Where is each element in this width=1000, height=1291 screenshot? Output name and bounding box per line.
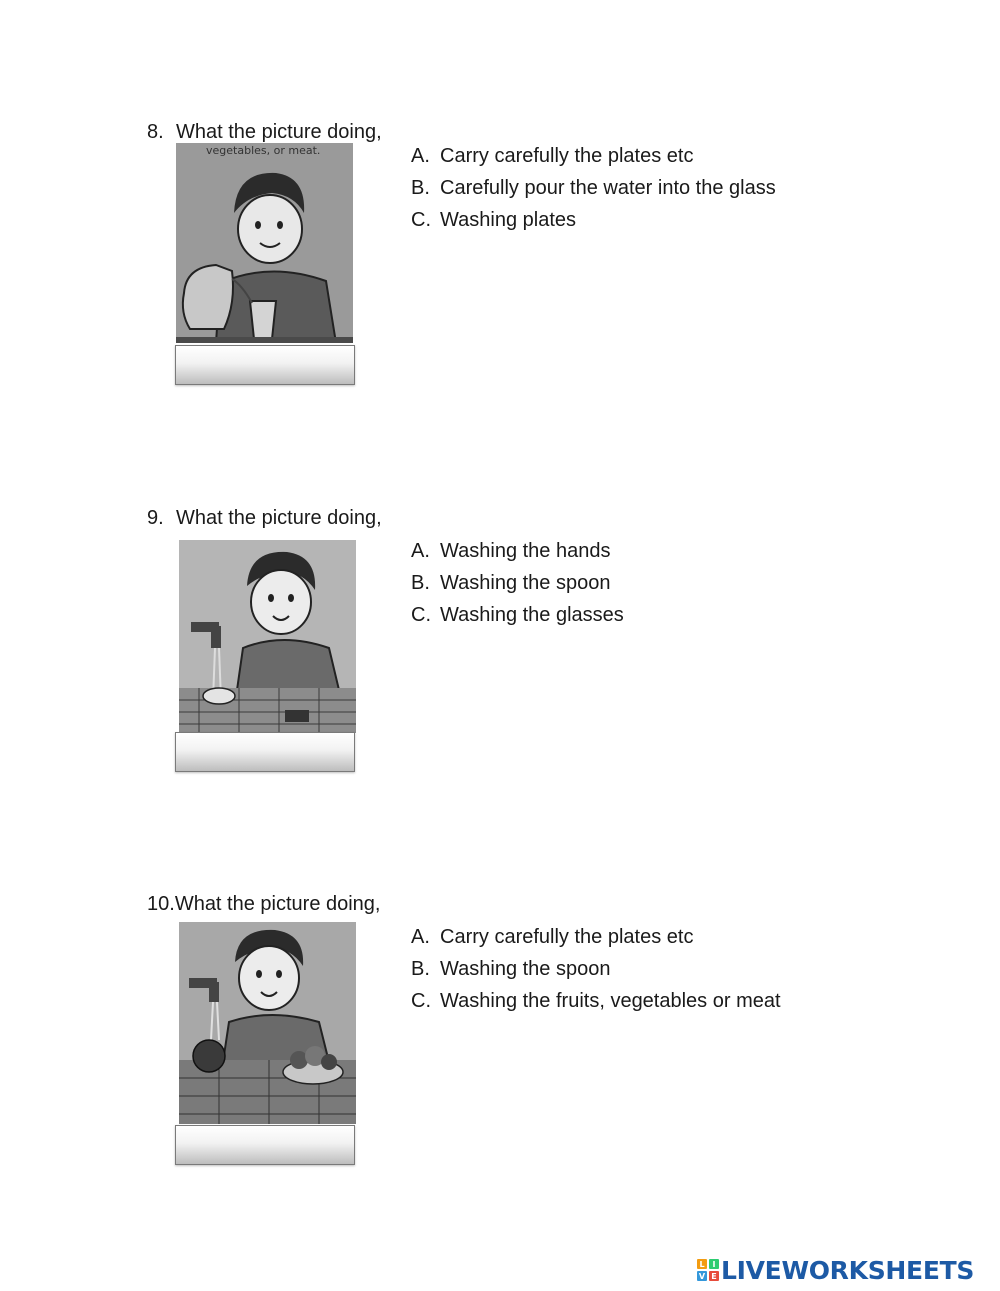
option-b: B. Washing the spoon [411, 572, 611, 594]
question-number: 9. [147, 507, 164, 529]
option-c: C. Washing the fruits, vegetables or meat [411, 990, 781, 1012]
option-a: A. Washing the hands [411, 540, 611, 562]
option-c: C. Washing plates [411, 209, 576, 231]
answer-input-box[interactable] [175, 345, 355, 385]
option-b: B. Washing the spoon [411, 958, 611, 980]
options-list [411, 535, 624, 631]
question-picture-washing-food [179, 922, 356, 1124]
question-text: What the picture doing, [174, 893, 381, 915]
logo-text: LIVEWORKSHEETS [721, 1255, 975, 1285]
question-picture-washing-hands [179, 540, 356, 733]
answer-input-box[interactable] [175, 1125, 355, 1165]
question-title [147, 891, 381, 917]
liveworksheets-logo [697, 1254, 974, 1286]
options-list [411, 921, 781, 1017]
picture-caption: vegetables, or meat. [206, 144, 321, 157]
option-c: C. Washing the glasses [411, 604, 624, 626]
option-b: B. Carefully pour the water into the glass [411, 177, 776, 199]
question-title [147, 119, 382, 145]
options-list [411, 140, 776, 236]
logo-mark-icon: L I V E [697, 1259, 719, 1281]
option-a: A. Carry carefully the plates etc [411, 145, 694, 167]
option-a: A. Carry carefully the plates etc [411, 926, 694, 948]
question-number: 8. [147, 121, 164, 143]
question-text: What the picture doing, [176, 121, 382, 143]
question-text: What the picture doing, [176, 507, 382, 529]
answer-input-box[interactable] [175, 732, 355, 772]
question-picture-pouring-water [176, 143, 353, 343]
question-number: 10. [147, 893, 175, 915]
question-title [147, 505, 382, 531]
